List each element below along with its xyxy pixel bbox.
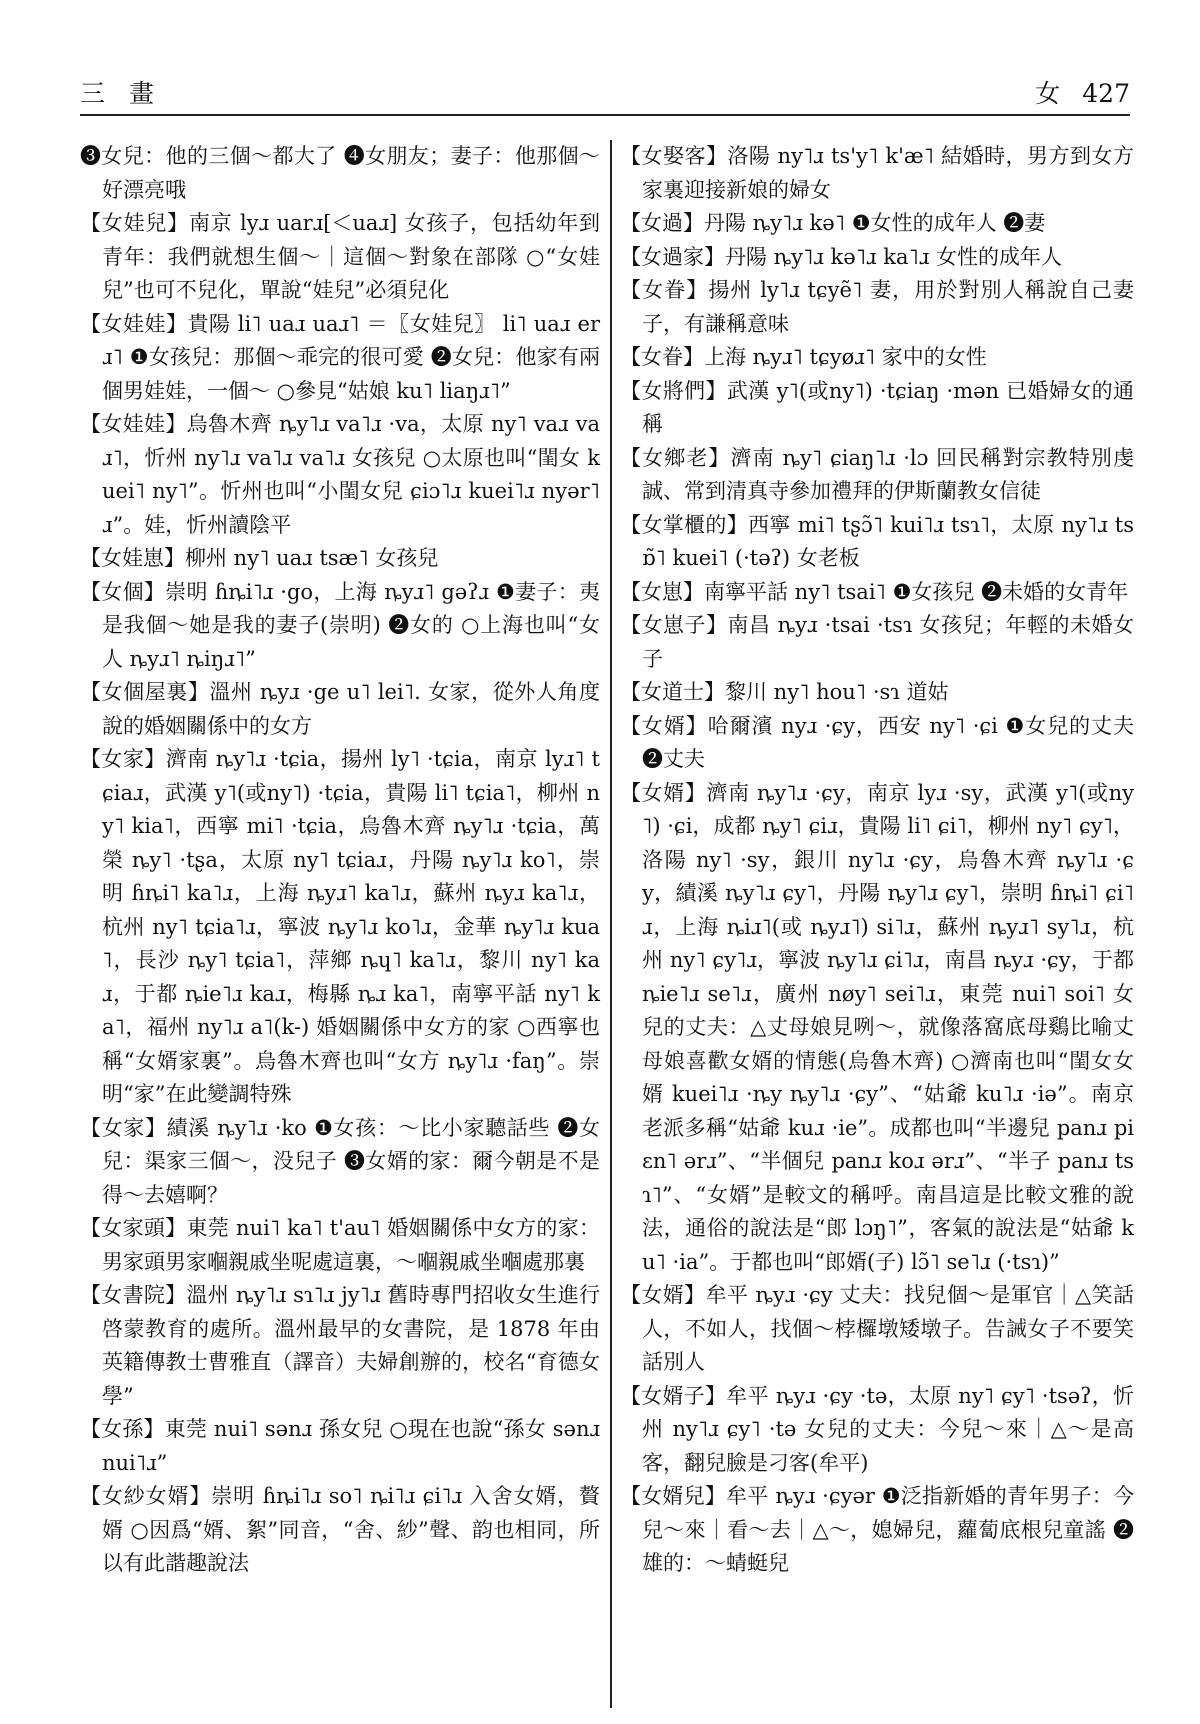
dictionary-entry: 【女紗女婿】崇明 ɦȵi˥ɹ so˥ ȵi˥ɹ ɕi˥ɹ 入舍女婿，贅婿 ○因爲“婿、絮”同音，“舍、紗”聲、韵也相同，所以有此諧趣說法: [80, 1484, 600, 1575]
dictionary-entry: 【女家】濟南 ȵy˥ɹ ·tɕia，揚州 ly˥ ·tɕia，南京 lyɹ˥ tɕiaɹ，武漢 y˥(或ny˥) ·tɕia，貴陽 li˥ tɕia˥，柳州 ny˥ kia˥，西寧 mi˥ ·tɕia，烏魯木齊 ȵy˥ɹ ·tɕia，萬榮 ȵy˥ ·tʂa，太原 ny˥ tɕiaɹ，丹陽 ȵy˥ɹ ko˥，崇明 ɦȵi˥ ka˥ɹ，上海 ȵyɹ˥ ka˥ɹ，蘇州 ȵyɹ ka˥ɹ，杭州 ny˥ tɕia˥ɹ，寧波 ȵy˥ɹ ko˥ɹ，金華 ȵy˥ɹ kua˥，長沙 ȵy˥ tɕia˥，萍鄉 ȵɥ˥ ka˥ɹ，黎川 ny˥ kaɹ，于都 ȵie˥ɹ kaɹ，梅縣 ȵɹ ka˥，南寧平話 ny˥ ka˥，福州 ny˥ɹ a˥(k-) 婚姻關係中女方的家 ○西寧也稱“女婿家裏”。烏魯木齊也叫“女方 ȵy˥ɹ ·faŋ”。崇明“家”在此變調特殊: [80, 747, 600, 1106]
dictionary-entry: 【女書院】溫州 ȵy˥ɹ sɿ˥ɹ jy˥ɹ 舊時專門招收女生進行啓蒙教育的處所。溫州最早的女書院，是 1878 年由英籍傳教士曹雅直（譯音）夫婦創辦的，校名“育德女學”: [80, 1283, 600, 1408]
dictionary-entry: 【女將們】武漢 y˥(或ny˥) ·tɕiaŋ ·mən 已婚婦女的通稱: [620, 378, 1134, 436]
dictionary-entry: 【女眷】上海 ȵyɹ˥ tɕyøɹ˥ 家中的女性: [620, 345, 987, 369]
dictionary-entry: 【女娃娃】烏魯木齊 ȵy˥ɹ va˥ɹ ·va，太原 ny˥ vaɹ vaɹ˥，忻州 ny˥ɹ va˥ɹ va˥ɹ 女孩兒 ○太原也叫“閨女 kuei˥ ny˥”。忻州也叫“小閨女兒 ɕiɔ˥ɹ kuei˥ɹ nyər˥ɹ”。娃，忻州讀陰平: [80, 412, 600, 537]
dictionary-entry: 【女過】丹陽 ȵy˥ɹ kə˥ ❶女性的成年人 ❷妻: [620, 211, 1046, 235]
dictionary-entry: 【女崽子】南昌 ȵyɹ ·tsai ·tsɿ 女孩兒；年輕的未婚女子: [620, 613, 1134, 671]
header-rule: [80, 114, 1130, 116]
dictionary-entry: 【女個】崇明 ɦȵi˥ɹ ·go，上海 ȵyɹ˥ gəʔɹ ❶妻子：夷是我個～她是我的妻子(崇明) ❷女的 ○上海也叫“女人 ȵyɹ˥ ȵiŋɹ˥”: [80, 579, 600, 671]
right-column: [620, 140, 1134, 1581]
dictionary-entry: ❸女兒：他的三個～都大了 ❹女朋友；妻子：他那個～好漂亮哦: [80, 144, 600, 202]
dictionary-entry: 【女婿子】牟平 ȵyɹ ·ɕy ·tə，太原 ny˥ ɕy˥ ·tsəʔ，忻州 ny˥ɹ ɕy˥ ·tə 女兒的丈夫：今兒～來｜△～是高客，翻兒臉是刁客(牟平): [620, 1383, 1134, 1475]
dictionary-entry: 【女崽】南寧平話 ny˥ tsai˥ ❶女孩兒 ❷未婚的女青年: [620, 579, 1129, 604]
header-character: 女: [1035, 79, 1061, 108]
dictionary-entry: 【女娶客】洛陽 ny˥ɹ ts'y˥ k'æ˥ 結婚時，男方到女方家裏迎接新娘的婦女: [620, 144, 1134, 202]
dictionary-entry: 【女娃崽】柳州 ny˥ uaɹ tsæ˥ 女孩兒: [80, 546, 439, 570]
section-title: 三 畫: [80, 79, 162, 108]
dictionary-entry: 【女婿兒】牟平 ȵyɹ ·ɕyər ❶泛指新婚的青年男子：今兒～來｜看～去｜△～，媳婦兒，蘿蔔底根兒童謠 ❷雄的：～蜻蜓兒: [620, 1484, 1134, 1575]
dictionary-entry: 【女眷】揚州 ly˥ɹ tɕyẽ˥ 妻，用於對別人稱說自己妻子，有謙稱意味: [620, 278, 1134, 336]
left-column: [80, 140, 600, 1581]
dictionary-entry: 【女掌櫃的】西寧 mi˥ tʂɔ̃˥ kui˥ɹ tsɿ˥，太原 ny˥ɹ tsɒ̃˥ kuei˥ (·təʔ) 女老板: [620, 512, 1134, 570]
dictionary-entry: 【女婿】牟平 ȵyɹ ·ɕy 丈夫：找兒個～是軍官｜△笑話人，不如人，找個～桲欏墩矮墩子。告誡女子不要笑話別人: [620, 1283, 1134, 1374]
dictionary-entry: 【女娃兒】南京 lyɹ uarɹ[＜uaɹ] 女孩子，包括幼年到青年：我們就想生個～｜這個～對象在部隊 ○“女娃兒”也可不兒化，單說“娃兒”必須兒化: [80, 211, 600, 302]
dictionary-entry: 【女過家】丹陽 ȵy˥ɹ kə˥ɹ ka˥ɹ 女性的成年人: [620, 244, 1063, 269]
column-divider: [610, 140, 612, 1708]
dictionary-entry: 【女孫】東莞 nui˥ sənɹ 孫女兒 ○現在也說“孫女 sənɹ nui˥ɹ”: [80, 1417, 600, 1475]
dictionary-entry: 【女婿】濟南 ȵy˥ɹ ·ɕy，南京 lyɹ ·sy，武漢 y˥(或ny˥) ·ɕi，成都 ȵy˥ ɕiɹ，貴陽 li˥ ɕi˥，柳州 ny˥ ɕy˥，洛陽 ny˥ ·sy，銀川 ny˥ɹ ·ɕy，烏魯木齊 ȵy˥ɹ ·ɕy，績溪 ȵy˥ɹ ɕy˥，丹陽 ȵy˥ɹ ɕy˥，崇明 ɦȵi˥ ɕi˥ɹ，上海 ȵiɹ˥(或 ȵyɹ˥) si˥ɹ，蘇州 ȵyɹ˥ sy˥ɹ，杭州 ny˥ ɕy˥ɹ，寧波 ȵy˥ɹ ɕi˥ɹ，南昌 ȵyɹ ·ɕy，于都 ȵie˥ɹ se˥ɹ，廣州 nøy˥ sei˥ɹ，東莞 nui˥ soi˥ 女兒的丈夫：△丈母娘見咧～，就像落窩底母鷄比喻丈母娘喜歡女婿的情態(烏魯木齊) ○濟南也叫“閨女女婿 kuei˥ɹ ·ȵy ȵy˥ɹ ·ɕy”、“姑爺 ku˥ɹ ·iə”。南京老派多稱“姑爺 kuɹ ·ie”。成都也叫“半邊兒 panɹ piɛn˥ ərɹ”、“半個兒 panɹ koɹ ərɹ”、“半子 panɹ tsɿ˥”、“女婿”是較文的稱呼。南昌這是比較文雅的說法，通俗的說法是“郎 lɔŋ˥”，客氣的說法是“姑爺 ku˥ ·ia”。于都也叫“郎婿(子) lɔ̃˥ se˥ɹ (·tsɿ)”: [620, 780, 1134, 1274]
dictionary-entry: 【女婿】哈爾濱 nyɹ ·ɕy，西安 ny˥ ·ɕi ❶女兒的丈夫 ❷丈夫: [620, 713, 1134, 771]
page-header: [80, 72, 1130, 112]
dictionary-entry: 【女個屋裏】溫州 ȵyɹ ·ge u˥ lei˥. 女家，從外人角度說的婚姻關係中的女方: [80, 680, 600, 738]
page-number: 427: [1082, 79, 1130, 108]
dictionary-entry: 【女鄉老】濟南 ȵy˥ ɕiaŋ˥ɹ ·lɔ 回民稱對宗教特別虔誠、常到清真寺參加禮拜的伊斯蘭教女信徒: [620, 445, 1134, 503]
dictionary-entry: 【女家頭】東莞 nui˥ ka˥ t'au˥ 婚姻關係中女方的家：男家頭男家嗰親戚坐呢處這裏，～嗰親戚坐嗰處那裏: [80, 1216, 600, 1274]
header-right: [1013, 74, 1130, 110]
dictionary-entry: 【女娃娃】貴陽 li˥ uaɹ uaɹ˥ ＝〖女娃兒〗 li˥ uaɹ erɹ˥ ❶女孩兒：那個～乖完的很可愛 ❷女兒：他家有兩個男娃娃，一個～ ○參見“姑娘 ku˥ liaŋɹ˥”: [80, 311, 600, 403]
dictionary-entry: 【女家】績溪 ȵy˥ɹ ·ko ❶女孩：～比小家聽話些 ❷女兒：渠家三個～，没兒子 ❸女婿的家：爾今朝是不是得～去嬉啊？: [80, 1115, 600, 1207]
dictionary-entry: 【女道士】黎川 ny˥ hou˥ ·sɿ 道姑: [620, 680, 949, 704]
